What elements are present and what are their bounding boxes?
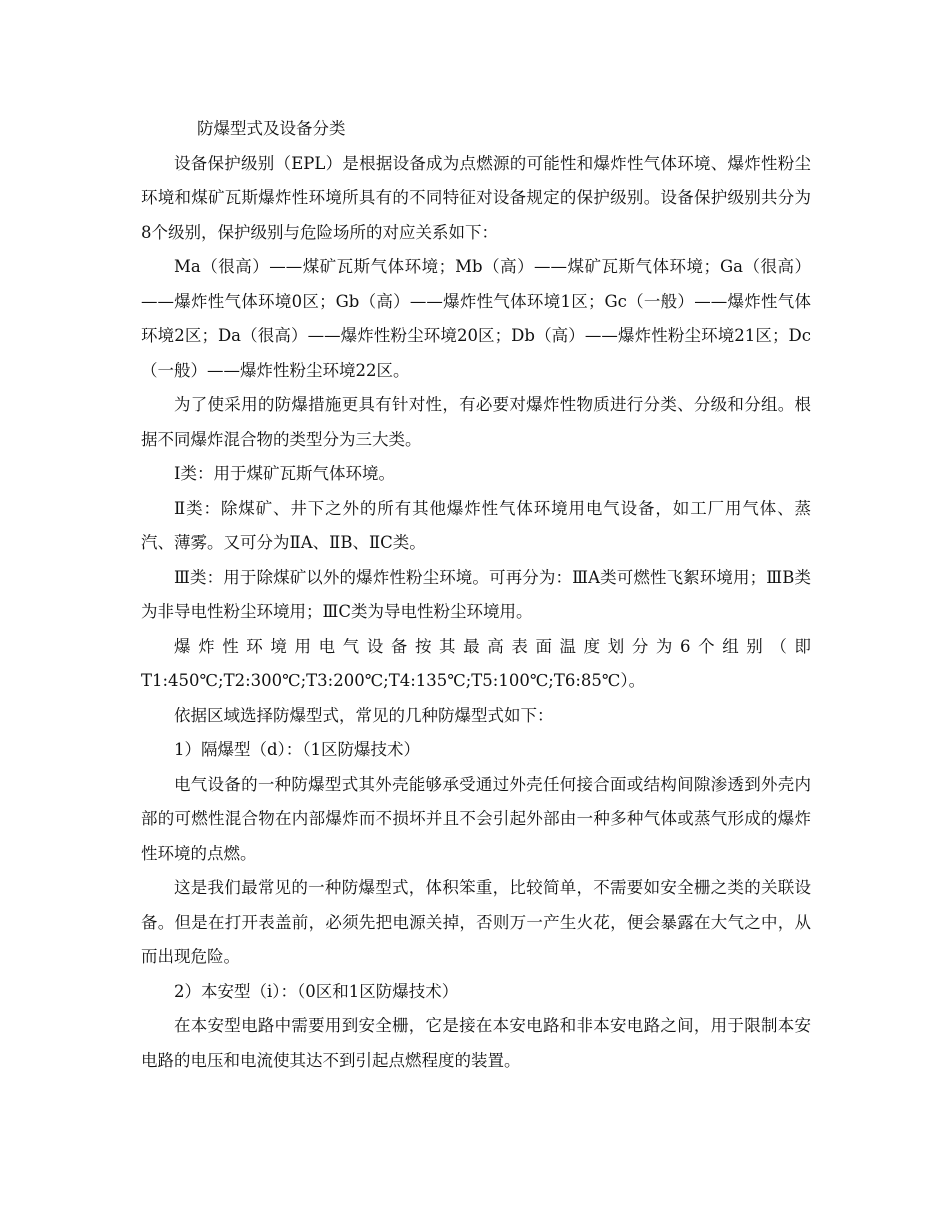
paragraph-classification-intro: 为了使采用的防爆措施更具有针对性，有必要对爆炸性物质进行分类、分级和分组。根据不同爆炸混合物的类型分为三大类。 <box>141 395 811 449</box>
paragraph-class-3: Ⅲ类：用于除煤矿以外的爆炸性粉尘环境。可再分为：ⅢA类可燃性飞絮环境用；ⅢB类为非导电性粉尘环境用；ⅢC类为导电性粉尘环境用。 <box>141 567 811 621</box>
paragraph-flameproof-definition: 电气设备的一种防爆型式其外壳能够承受通过外壳任何接合面或结构间隙渗透到外壳内部的可燃性混合物在内部爆炸而不损坏并且不会引起外部由一种多种气体或蒸气形成的爆炸性环境的点燃。 <box>141 774 811 863</box>
document-body <box>141 112 811 1078</box>
section-title: 防爆型式及设备分类 <box>197 119 346 138</box>
paragraph-protection-types-intro: 依据区域选择防爆型式，常见的几种防爆型式如下： <box>174 705 554 725</box>
heading-intrinsic-safety: 2）本安型（i）：（0区和1区防爆技术） <box>174 981 459 1001</box>
paragraph-class-2: Ⅱ类：除煤矿、井下之外的所有其他爆炸性气体环境用电气设备，如工厂用气体、蒸汽、薄雾。又可分为ⅡA、ⅡB、ⅡC类。 <box>141 498 811 552</box>
paragraph-epl-levels: Ma（很高）——煤矿瓦斯气体环境；Mb（高）——煤矿瓦斯气体环境；Ga（很高）——爆炸性气体环境0区；Gb（高）——爆炸性气体环境1区；Gc（一般）——爆炸性气体环境2区；Da（很高）——爆炸性粉尘环境20区；Db（高）——爆炸性粉尘环境21区；Dc（一般）——爆炸性粉尘环境22区。 <box>141 257 811 380</box>
paragraph-intrinsic-safety-barrier: 在本安型电路中需要用到安全栅，它是接在本安电路和非本安电路之间，用于限制本安电路的电压和电流使其达不到引起点燃程度的装置。 <box>141 1016 811 1070</box>
paragraph-class-1: Ⅰ类：用于煤矿瓦斯气体环境。 <box>174 464 396 483</box>
heading-flameproof: 1）隔爆型（d）：（1区防爆技术） <box>174 740 421 759</box>
paragraph-temperature-groups: 爆炸性环境用电气设备按其最高表面温度划分为6个组别（即T1:450℃;T2:300℃;T3:200℃;T4:135℃;T5:100℃;T6:85℃）。 <box>141 636 811 690</box>
paragraph-epl-definition: 设备保护级别（EPL）是根据设备成为点燃源的可能性和爆炸性气体环境、爆炸性粉尘环境和煤矿瓦斯爆炸性环境所具有的不同特征对设备规定的保护级别。设备保护级别共分为8个级别，保护级别与危险场所的对应关系如下： <box>141 153 811 242</box>
paragraph-flameproof-notes: 这是我们最常见的一种防爆型式，体积笨重，比较简单，不需要如安全栅之类的关联设备。但是在打开表盖前，必须先把电源关掉，否则万一产生火花，便会暴露在大气之中，从而出现危险。 <box>141 878 811 966</box>
